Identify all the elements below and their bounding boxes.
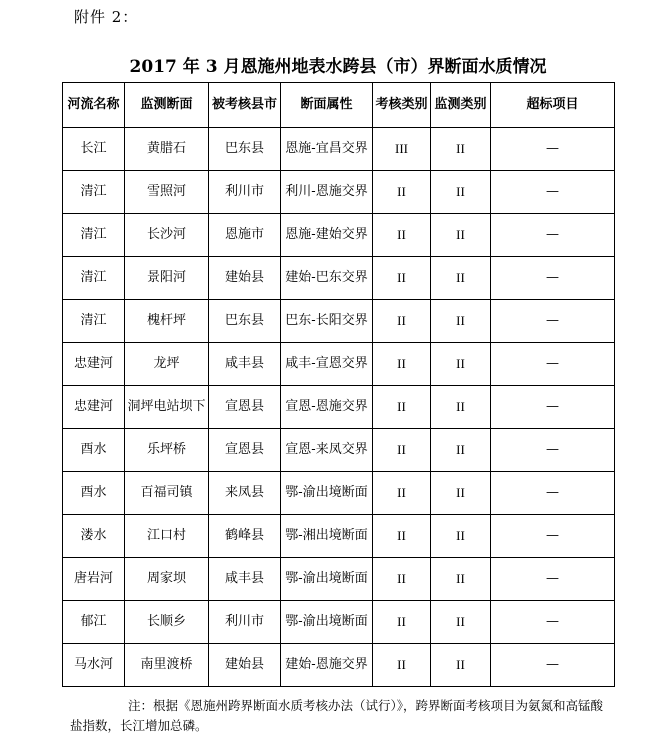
header-monitoring-section: 监测断面	[125, 83, 209, 128]
cell-assessment-class: II	[373, 644, 431, 687]
cell-assessment-class: II	[373, 515, 431, 558]
cell-county: 利川市	[209, 171, 281, 214]
cell-county: 利川市	[209, 601, 281, 644]
cell-exceeding-items: —	[491, 300, 615, 343]
table-row	[63, 128, 615, 171]
cell-attribute: 恩施-宜昌交界	[281, 128, 373, 171]
cell-monitoring-class: II	[431, 601, 491, 644]
cell-river: 郁江	[63, 601, 125, 644]
cell-attribute: 宣恩-恩施交界	[281, 386, 373, 429]
cell-county: 建始县	[209, 644, 281, 687]
cell-section: 南里渡桥	[125, 644, 209, 687]
cell-county: 咸丰县	[209, 343, 281, 386]
cell-river: 清江	[63, 214, 125, 257]
cell-monitoring-class: II	[431, 515, 491, 558]
cell-assessment-class: II	[373, 257, 431, 300]
table-row	[63, 171, 615, 214]
cell-river: 唐岩河	[63, 558, 125, 601]
table-row	[63, 214, 615, 257]
cell-river: 酉水	[63, 472, 125, 515]
cell-river: 忠建河	[63, 343, 125, 386]
table-body	[63, 128, 615, 687]
cell-monitoring-class: II	[431, 386, 491, 429]
cell-exceeding-items: —	[491, 429, 615, 472]
table-row	[63, 343, 615, 386]
cell-river: 忠建河	[63, 386, 125, 429]
cell-section: 江口村	[125, 515, 209, 558]
cell-assessment-class: II	[373, 343, 431, 386]
cell-exceeding-items: —	[491, 601, 615, 644]
table-row	[63, 515, 615, 558]
header-assessed-county: 被考核县市	[209, 83, 281, 128]
attachment-label: 附件 2：	[74, 8, 139, 26]
water-quality-table	[62, 82, 615, 687]
table-row	[63, 601, 615, 644]
cell-monitoring-class: II	[431, 472, 491, 515]
cell-monitoring-class: II	[431, 128, 491, 171]
cell-monitoring-class: II	[431, 257, 491, 300]
cell-assessment-class: II	[373, 601, 431, 644]
cell-river: 清江	[63, 257, 125, 300]
cell-attribute: 建始-巴东交界	[281, 257, 373, 300]
header-assessment-class: 考核类别	[373, 83, 431, 128]
cell-assessment-class: II	[373, 472, 431, 515]
cell-county: 恩施市	[209, 214, 281, 257]
cell-assessment-class: II	[373, 214, 431, 257]
cell-county: 宣恩县	[209, 386, 281, 429]
cell-river: 清江	[63, 300, 125, 343]
header-monitoring-class: 监测类别	[431, 83, 491, 128]
cell-assessment-class: II	[373, 429, 431, 472]
cell-county: 鹤峰县	[209, 515, 281, 558]
cell-exceeding-items: —	[491, 171, 615, 214]
table-row	[63, 257, 615, 300]
cell-river: 长江	[63, 128, 125, 171]
cell-monitoring-class: II	[431, 429, 491, 472]
cell-exceeding-items: —	[491, 644, 615, 687]
cell-county: 来凤县	[209, 472, 281, 515]
cell-river: 酉水	[63, 429, 125, 472]
cell-attribute: 鄂-湘出境断面	[281, 515, 373, 558]
cell-section: 长沙河	[125, 214, 209, 257]
table-row	[63, 386, 615, 429]
cell-river: 清江	[63, 171, 125, 214]
header-river-name: 河流名称	[63, 83, 125, 128]
cell-section: 长顺乡	[125, 601, 209, 644]
table-row	[63, 644, 615, 687]
cell-county: 建始县	[209, 257, 281, 300]
cell-section: 槐杆坪	[125, 300, 209, 343]
cell-river: 马水河	[63, 644, 125, 687]
cell-monitoring-class: II	[431, 214, 491, 257]
cell-attribute: 建始-恩施交界	[281, 644, 373, 687]
table-row	[63, 472, 615, 515]
cell-county: 巴东县	[209, 128, 281, 171]
cell-attribute: 鄂-渝出境断面	[281, 558, 373, 601]
cell-exceeding-items: —	[491, 386, 615, 429]
cell-exceeding-items: —	[491, 214, 615, 257]
cell-section: 百福司镇	[125, 472, 209, 515]
cell-monitoring-class: II	[431, 300, 491, 343]
table-row	[63, 558, 615, 601]
cell-exceeding-items: —	[491, 128, 615, 171]
cell-section: 黄腊石	[125, 128, 209, 171]
cell-monitoring-class: II	[431, 558, 491, 601]
cell-exceeding-items: —	[491, 472, 615, 515]
cell-assessment-class: III	[373, 128, 431, 171]
table-row	[63, 300, 615, 343]
cell-attribute: 宣恩-来凤交界	[281, 429, 373, 472]
cell-section: 龙坪	[125, 343, 209, 386]
cell-monitoring-class: II	[431, 171, 491, 214]
cell-assessment-class: II	[373, 171, 431, 214]
cell-assessment-class: II	[373, 558, 431, 601]
cell-assessment-class: II	[373, 300, 431, 343]
cell-exceeding-items: —	[491, 515, 615, 558]
table-header-row	[63, 83, 615, 128]
cell-attribute: 利川-恩施交界	[281, 171, 373, 214]
cell-monitoring-class: II	[431, 644, 491, 687]
cell-attribute: 巴东-长阳交界	[281, 300, 373, 343]
cell-section: 洞坪电站坝下	[125, 386, 209, 429]
cell-county: 巴东县	[209, 300, 281, 343]
cell-county: 宣恩县	[209, 429, 281, 472]
cell-assessment-class: II	[373, 386, 431, 429]
table-row	[63, 429, 615, 472]
cell-section: 景阳河	[125, 257, 209, 300]
cell-exceeding-items: —	[491, 558, 615, 601]
cell-river: 溇水	[63, 515, 125, 558]
cell-attribute: 咸丰-宣恩交界	[281, 343, 373, 386]
cell-section: 周家坝	[125, 558, 209, 601]
cell-section: 乐坪桥	[125, 429, 209, 472]
cell-attribute: 鄂-渝出境断面	[281, 601, 373, 644]
cell-monitoring-class: II	[431, 343, 491, 386]
cell-county: 咸丰县	[209, 558, 281, 601]
cell-section: 雪照河	[125, 171, 209, 214]
cell-attribute: 恩施-建始交界	[281, 214, 373, 257]
footnote: 注：根据《恩施州跨界断面水质考核办法（试行）》，跨界断面考核项目为氨氮和高锰酸盐指数，长江增加总磷。	[70, 698, 604, 733]
cell-exceeding-items: —	[491, 257, 615, 300]
header-exceeding-items: 超标项目	[491, 83, 615, 128]
cell-exceeding-items: —	[491, 343, 615, 386]
header-section-attribute: 断面属性	[281, 83, 373, 128]
cell-attribute: 鄂-渝出境断面	[281, 472, 373, 515]
document-title: 2017 年 3 月恩施州地表水跨县（市）界断面水质情况	[129, 57, 547, 77]
